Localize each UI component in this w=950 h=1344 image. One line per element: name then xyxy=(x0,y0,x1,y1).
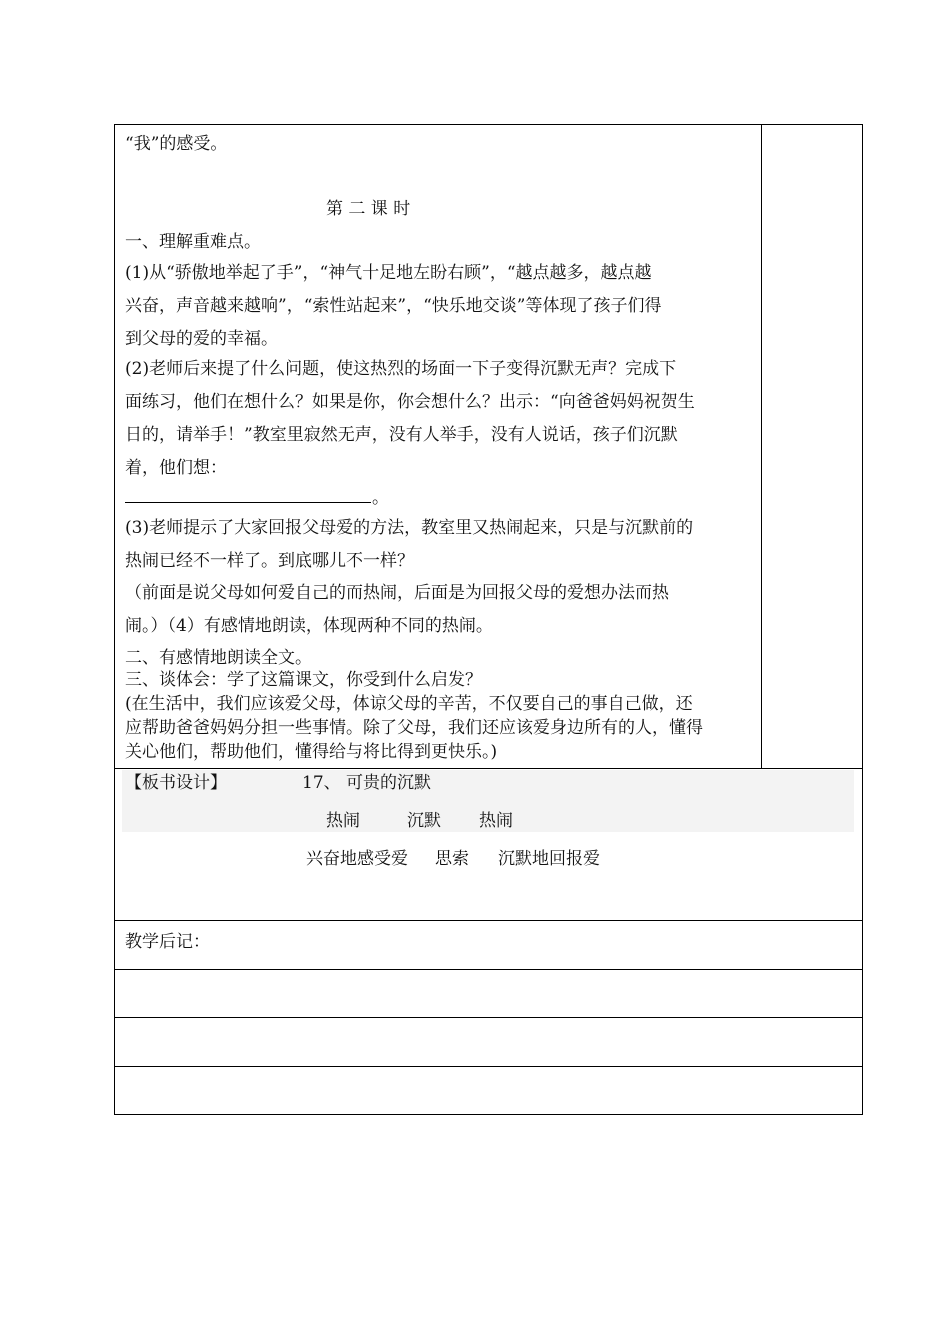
intro-tail-text: “我”的感受。 xyxy=(125,134,228,154)
notes-column-divider xyxy=(761,124,762,768)
row-divider-blank-2 xyxy=(114,1017,863,1018)
section-2-heading: 二、有感情地朗读全文。 xyxy=(125,648,312,668)
paragraph-2-line: 面练习，他们在想什么？如果是你，你会想什么？出示：“向爸爸妈妈祝贺生 xyxy=(125,392,695,412)
paragraph-1-line: 到父母的爱的幸福。 xyxy=(125,329,278,349)
paragraph-4-line: 闹。）（4）有感情地朗读，体现两种不同的热闹。 xyxy=(125,616,493,636)
answer-blank-period: 。 xyxy=(372,488,389,508)
paragraph-2-line: 日的，请举手！”教室里寂然无声，没有人举手，没有人说话，孩子们沉默 xyxy=(125,425,678,445)
paragraph-1-line: (1)从“骄傲地举起了手”，“神气十足地左盼右顾”，“越点越多，越点越 xyxy=(125,263,652,283)
board-row1-item: 热闹 xyxy=(326,811,360,831)
row-divider-blank-3 xyxy=(114,1066,863,1067)
paragraph-2-line: (2)老师后来提了什么问题，使这热烈的场面一下子变得沉默无声？完成下 xyxy=(125,359,677,379)
section-1-heading: 一、理解重难点。 xyxy=(125,232,261,252)
board-row2-item: 思索 xyxy=(435,849,469,869)
paragraph-5-line: 关心他们，帮助他们，懂得给与将比得到更快乐。) xyxy=(125,742,498,762)
paragraph-1-line: 兴奋，声音越来越响”，“索性站起来”，“快乐地交谈”等体现了孩子们得 xyxy=(125,296,662,316)
board-row1-item: 热闹 xyxy=(479,811,513,831)
board-row2-item: 兴奋地感受爱 xyxy=(306,849,408,869)
lesson-title: 第 二 课 时 xyxy=(326,199,411,219)
paragraph-3-line: 热闹已经不一样了。到底哪儿不一样？ xyxy=(125,551,414,571)
paragraph-5-line: 应帮助爸爸妈妈分担一些事情。除了父母，我们还应该爱身边所有的人，懂得 xyxy=(125,718,703,738)
row-divider-postscript xyxy=(114,920,863,921)
answer-blank-line xyxy=(125,502,371,503)
board-row2-item: 沉默地回报爱 xyxy=(498,849,600,869)
board-design-label: 【板书设计】 xyxy=(125,773,227,793)
paragraph-3-line: (3)老师提示了大家回报父母爱的方法，教室里又热闹起来，只是与沉默前的 xyxy=(125,518,694,538)
board-design-title: 17、 可贵的沉默 xyxy=(302,773,432,793)
paragraph-5-line: (在生活中，我们应该爱父母，体谅父母的辛苦，不仅要自己的事自己做，还 xyxy=(125,694,693,714)
postscript-label: 教学后记： xyxy=(125,932,210,952)
paragraph-2-line: 着，他们想： xyxy=(125,458,227,478)
board-row1-item: 沉默 xyxy=(407,811,441,831)
row-divider-board xyxy=(114,768,863,769)
section-3-heading: 三、谈体会：学了这篇课文，你受到什么启发？ xyxy=(125,670,482,690)
row-divider-blank-1 xyxy=(114,969,863,970)
paragraph-4-line: （前面是说父母如何爱自己的而热闹，后面是为回报父母的爱想办法而热 xyxy=(125,583,669,603)
